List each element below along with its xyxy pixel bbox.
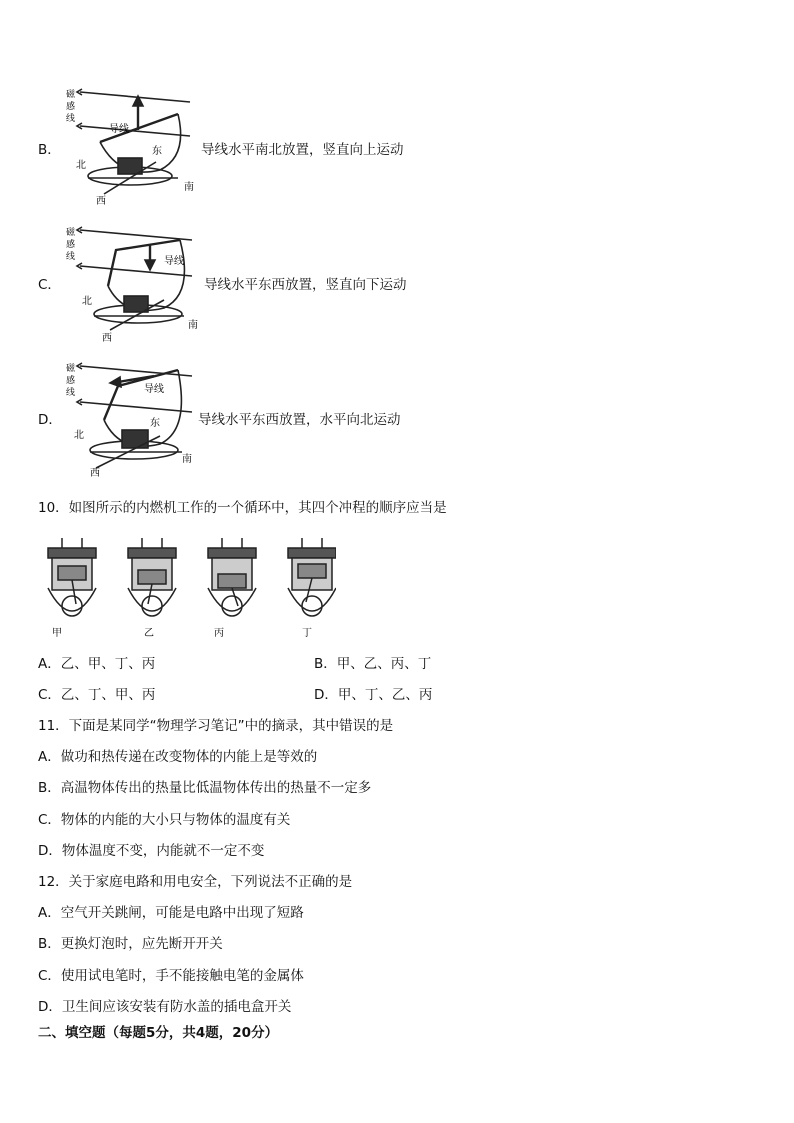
engine-yi	[128, 538, 176, 616]
option-b-text: 导线水平南北放置，竖直向上运动	[201, 142, 404, 158]
south-label: 南	[184, 182, 194, 193]
q10-option-c: C．乙、丁、甲、丙	[38, 687, 156, 703]
magnet-figure-c	[60, 220, 205, 344]
svg-text:线: 线	[66, 252, 76, 262]
option-b-letter: B．	[38, 142, 61, 158]
q11-option-c: C．物体的内能的大小只与物体的温度有关	[38, 812, 291, 828]
svg-text:西: 西	[102, 333, 112, 344]
q11-option-d: D．物体温度不变，内能就不一定不变	[38, 843, 265, 859]
magnet-figure-b	[60, 86, 200, 208]
q11-option-b: B．高温物体传出的热量比低温物体传出的热量不一定多	[38, 780, 372, 796]
engine-label-jia: 甲	[52, 628, 62, 639]
q11-stem: 11．下面是某同学“物理学习笔记”中的摘录，其中错误的是	[38, 718, 394, 734]
q12-stem: 12．关于家庭电路和用电安全，下列说法不正确的是	[38, 874, 353, 890]
wire-label: 导线	[109, 124, 129, 135]
magnet-figure-d	[60, 356, 200, 480]
q11-option-a: A．做功和热传递在改变物体的内能上是等效的	[38, 749, 318, 765]
q12-option-c: C．使用试电笔时，手不能接触电笔的金属体	[38, 968, 304, 984]
q10-option-d: D．甲、丁、乙、丙	[314, 687, 433, 703]
svg-text:感: 感	[66, 240, 76, 250]
field-line-label-2: 感	[66, 102, 76, 112]
q12-option-a: A．空气开关跳闸，可能是电路中出现了短路	[38, 905, 304, 921]
option-d-text: 导线水平东西放置，水平向北运动	[198, 412, 401, 428]
svg-text:南: 南	[182, 454, 192, 465]
svg-text:北: 北	[82, 296, 92, 307]
q10-option-b: B．甲、乙、丙、丁	[314, 656, 432, 672]
west-label: 西	[96, 196, 106, 207]
engine-label-yi: 乙	[144, 628, 154, 639]
option-c-text: 导线水平东西放置，竖直向下运动	[204, 277, 407, 293]
svg-text:导线: 导线	[164, 256, 184, 267]
svg-text:北: 北	[74, 430, 84, 441]
engine-bing	[208, 538, 256, 616]
svg-text:磁: 磁	[66, 364, 76, 374]
svg-text:磁: 磁	[66, 228, 76, 238]
svg-text:感: 感	[66, 376, 76, 386]
engine-label-ding: 丁	[302, 628, 312, 639]
svg-text:线: 线	[66, 388, 76, 398]
svg-text:导线: 导线	[144, 384, 164, 395]
svg-text:南: 南	[188, 320, 198, 331]
engine-label-bing: 丙	[214, 628, 224, 639]
east-label: 东	[152, 146, 162, 157]
svg-text:东: 东	[150, 418, 160, 429]
galvanometer	[118, 158, 142, 174]
field-line-label-3: 线	[66, 114, 76, 124]
field-line-bottom	[80, 126, 190, 136]
q10-stem: 10．如图所示的内燃机工作的一个循环中，其四个冲程的顺序应当是	[38, 500, 447, 516]
north-label: 北	[76, 160, 86, 171]
engine-figure	[36, 530, 336, 640]
engine-ding	[288, 538, 336, 616]
option-d-letter: D．	[38, 412, 62, 428]
q12-option-d: D．卫生间应该安装有防水盖的插电盒开关	[38, 999, 292, 1015]
section-title: 二、填空题（每题5分，共4题，20分）	[38, 1025, 279, 1041]
q12-option-b: B．更换灯泡时，应先断开开关	[38, 936, 223, 952]
q10-option-a: A．乙、甲、丁、丙	[38, 656, 156, 672]
option-c-letter: C．	[38, 277, 61, 293]
svg-text:西: 西	[90, 468, 100, 479]
field-line-label-1: 磁	[66, 90, 76, 100]
engine-jia	[48, 538, 96, 616]
